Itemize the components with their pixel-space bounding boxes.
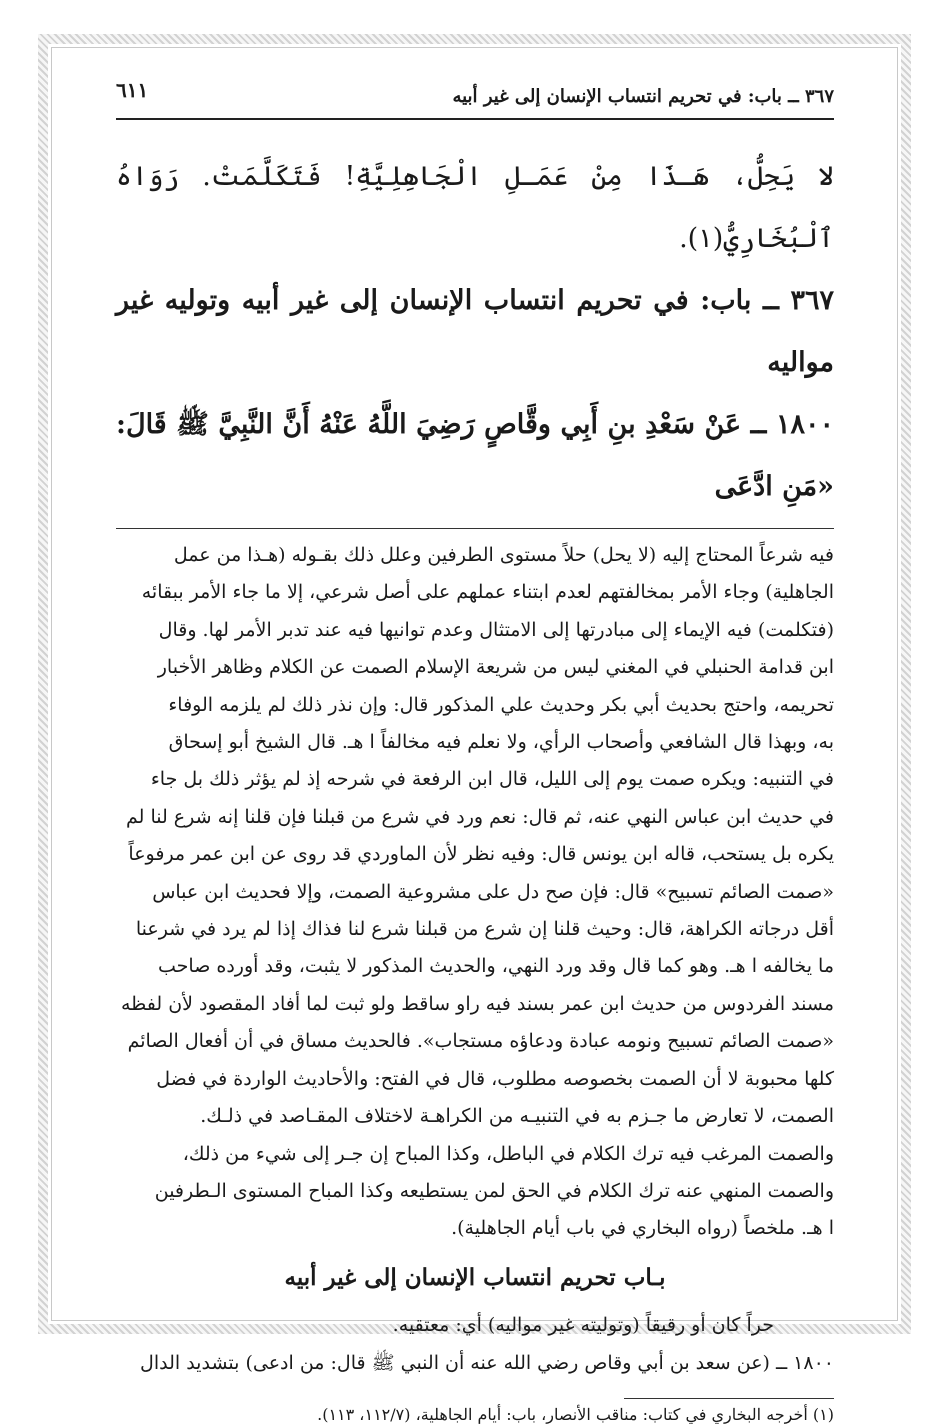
running-title: ٣٦٧ ــ باب: في تحريم انتساب الإنسان إلى غير أبيه [452, 86, 834, 107]
commentary-line: (فتكلمت) فيه الإيماء إلى مبادرتها إلى الامتثال وعدم توانيها فيه عند تدبر الأمر لها. وقال [158, 618, 834, 641]
commentary [116, 537, 834, 1248]
commentary-line: الجاهلية) وجاء الأمر بمخالفتهم لعدم ابتناء عملهم على أصل شرعي، إلا ما جاء الأمر ببقائه [141, 581, 834, 604]
chapter-heading: ٣٦٧ ــ باب: في تحريم انتساب الإنسان إلى غير أبيه وتوليه غير مواليه [116, 285, 834, 378]
commentary-line: والصمت المرغب فيه ترك الكلام في الباطل، وكذا المباح إن جـر إلى شيء من ذلك، [182, 1142, 834, 1165]
commentary-line: كلها محبوبة لا أن الصمت بخصوصه مطلوب، قال في الفتح: والأحاديث الواردة في فضل [156, 1067, 834, 1090]
section-line-2: ١٨٠٠ ــ (عن سعد بن أبي وقاص رضي الله عنه أن النبي ﷺ قال: من ادعى) بتشديد الدال [140, 1351, 834, 1374]
matn-continuation: لا يَحِلُّ، هَـذَا مِنْ عَمَـلِ الْجَاهِلِيَّةِ! فَتَكَلَّمَتْ. رَوَاهُ ٱلْبُخَارِيُّ(١). [116, 161, 834, 254]
commentary-line: به، وبهذا قال الشافعي وأصحاب الرأي، ولا نعلم فيه مخالفاً ا هـ. قال الشيخ أبو إسحاق [168, 731, 834, 754]
section-heading: بـاب تحريم انتساب الإنسان إلى غير أبيه [284, 1263, 666, 1291]
page-header [116, 70, 834, 120]
commentary-line: تحريمه، واحتج بحديث أبي بكر وحديث علي المذكور قال: وإن نذر ذلك لم يلزمه الوفاء [168, 693, 834, 716]
section-commentary [116, 1306, 834, 1382]
main-text [116, 146, 834, 518]
commentary-line: الصمت، لا تعارض ما جـزم به في التنبيـه من الكراهـة لاختلاف المقـاصد في ذلـك. [200, 1105, 834, 1128]
text-divider [116, 528, 834, 529]
commentary-line: ابن قدامة الحنبلي في المغني ليس من شريعة الإسلام الصمت عن الكلام وظاهر الأخبار [157, 656, 834, 679]
commentary-line: والصمت المنهي عنه ترك الكلام في الحق لمن يستطيعه وكذا المباح المستوى الـطرفين [154, 1179, 834, 1202]
commentary-line: يكره بل يستحب، قاله ابن يونس قال: وفيه نظر لأن الماوردي قد روى عن ابن عمر مرفوعاً [128, 843, 834, 866]
commentary-line: في حديث ابن عباس النهي عنه، ثم قال: نعم ورد في شرع من قبلنا فإن قلنا إنه شرع لنا لم [125, 805, 834, 828]
commentary-line: «صمت الصائم تسبيح ونومه عبادة ودعاؤه مستجاب». فالحديث مساق في أن أفعال الصائم [127, 1030, 834, 1053]
commentary-line: «صمت الصائم تسبيح» قال: فإن صح دل على مشروعية الصمت، وإلا فحديث ابن عباس [152, 880, 834, 903]
commentary-line: ا هـ. ملخصاً (رواه البخاري في باب أيام الجاهلية). [451, 1217, 834, 1240]
page-number: ٦١١ [116, 78, 149, 102]
commentary-line: في التنبيه: ويكره صمت يوم إلى الليل، قال ابن الرفعة في شرحه إذ لم يؤثر ذلك بل جاء [150, 768, 834, 791]
section-line-1: حراً كان أو رقيقاً (وتوليته غير مواليه) أي: معتقيه. [392, 1313, 774, 1336]
footnote: (١) أخرجه البخاري في كتاب: مناقب الأنصار، باب: أيام الجاهلية، (١١٢/٧، ١١٣). [317, 1404, 834, 1424]
page-content [116, 70, 834, 1427]
commentary-line: مسند الفردوس من حديث ابن عمر بسند فيه راو ساقط ولو ثبت لما أفاد المقصود لأن لفظه [120, 992, 834, 1015]
commentary-line: أقل درجاته الكراهة، قال: وحيث قلنا إن شرع من قبلنا شرع لنا فذاك إذا لم يرد في شرعنا [135, 918, 834, 941]
footnote-rule [624, 1398, 834, 1399]
commentary-line: ما يخالفه ا هـ. وهو كما قال وقد ورد النهي، والحديث المذكور لا يثبت، وقد أورده صاحب [158, 955, 834, 978]
commentary-line: فيه شرعاً المحتاج إليه (لا يحل) حلاً مستوى الطرفين وعلل ذلك بقـوله (هـذا من عمل [173, 544, 834, 566]
hadith-start: ١٨٠٠ ــ عَنْ سَعْدِ بنِ أَبِي وقَّاصٍ رَضِيَ اللَّهُ عَنْهُ أَنَّ النَّبِيَّ ﷺ قَالَ: «مَنِ ادَّعَى [116, 409, 834, 502]
